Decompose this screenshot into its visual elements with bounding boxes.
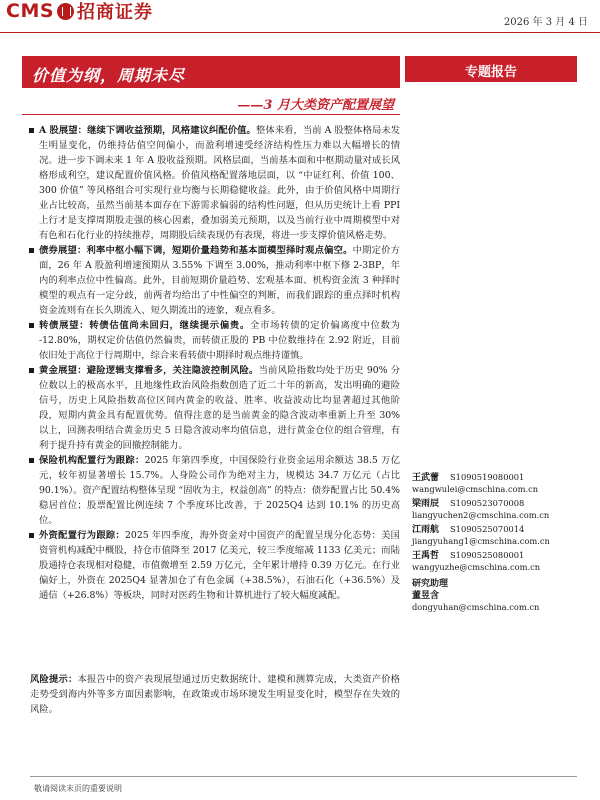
footer-divider: [30, 776, 577, 777]
analyst-name: 王武蕾: [412, 473, 440, 483]
summary-item: [30, 243, 400, 318]
logo-mark-icon: [57, 3, 74, 20]
summary-item-text: 2025 年第四季度，中国保险行业资金运用余额达 38.5 万亿元，较年初显著增长 15.7%。人身险公司作为绝对主力，规模达 34.7 万亿元（占比 90.1%）。资产配置结构整体呈现 “固收为主，权益创高” 的特点：债券配置占比 50.4% 稳居首位；股票配置比例连续 7 个季度环比改善，于 2025Q4 达到 10.1% 的历史高位。: [39, 455, 400, 526]
summary-body: [30, 123, 400, 603]
analyst-email[interactable]: liangyuchen2@cmschina.com.cn: [412, 510, 550, 520]
analyst-name: 江雨航: [412, 525, 440, 535]
analyst-email[interactable]: wangwulei@cmschina.com.cn: [412, 484, 539, 494]
summary-item-lead: 转债展望：转债估值尚未回归，继续提示偏贵。: [39, 320, 251, 331]
research-assistant-heading: 研究助理: [412, 579, 449, 589]
page-header: [0, 0, 600, 38]
summary-item: [30, 318, 400, 363]
bullet-square-icon: [29, 248, 34, 253]
risk-warning-lead: 风险提示：: [30, 674, 78, 685]
analyst-entry: [412, 550, 582, 573]
report-date: 2026 年 3 月 4 日: [503, 17, 588, 28]
company-logo: [6, 0, 153, 22]
summary-item: [30, 123, 400, 243]
research-assistant-entry: [412, 590, 582, 613]
summary-item-text: 整体来看，当前 A 股整体格局未发生明显变化，仍维持估值空间偏小，而盈利增速受经济结构性压力难以大幅增长的情况。进一步下调未来 1 年 A 股收益预期。风格层面，当前基本面和中枢期动量对成长风格形成利空，建议配置价值风格。价值风格配置落地层面，以 “中证红利、价值 100、300 价值” 等风格组合可实现行业均衡与长期稳健收益。此外，由于价值风格中周期行业占比较高，虽然当前基本面存在下游需求偏弱的结构性问题，但从历史统计上看 PPI 上行才是支撑周期股走强的核心因素，叠加弱美元预期，以及当前行业中周期模型中对有色和石化行业的持续推荐，周期股后续表现仍有表现，将进一步支撑价值风格走势。: [39, 125, 401, 241]
analyst-cert-id: S1090519080001: [450, 472, 525, 482]
header-divider: [0, 32, 600, 33]
summary-item-lead: 保险机构配置行为跟踪：: [39, 455, 145, 466]
bullet-square-icon: [29, 533, 34, 538]
analyst-email[interactable]: wangyuzhe@cmschina.com.cn: [412, 562, 541, 572]
summary-item-text: 全市场转债的定价偏离度中位数为 -12.80%，期权定价估值仍然偏贵，而转债正股的 PB 中位数维持在 2.92 附近，目前依旧处于高位于行周期中，综合来看转债中期择时观点维持谨慎。: [39, 320, 400, 361]
analyst-entry: [412, 472, 582, 495]
summary-item-lead: 外资配置行为跟踪：: [39, 530, 125, 541]
logo-text-en: CMS: [6, 0, 55, 22]
summary-item-lead: 债券展望：利率中枢小幅下调，短期价量趋势和基本面模型择时观点偏空。: [39, 245, 353, 256]
analyst-cert-id: S1090525080001: [450, 550, 525, 560]
analyst-panel: [412, 472, 582, 616]
research-assistant-email[interactable]: dongyuhan@cmschina.com.cn: [412, 602, 540, 612]
analyst-cert-id: S1090523070008: [450, 498, 525, 508]
report-subtitle: ——3 月大类资产配置展望: [237, 98, 394, 113]
report-type: 专题报告: [464, 65, 517, 80]
summary-item-lead: A 股展望：继续下调收益预期，风格建议纠配价值。: [39, 125, 256, 136]
summary-item: [30, 453, 400, 528]
logo-text-cn: 招商证券: [77, 2, 154, 23]
bullet-square-icon: [29, 323, 34, 328]
analyst-entry: [412, 524, 582, 547]
footer-note: 敬请阅读末页的重要说明: [34, 784, 122, 793]
subtitle-divider: [22, 114, 400, 115]
analyst-name: 梁雨辰: [412, 499, 440, 509]
risk-warning: [30, 672, 400, 717]
risk-warning-text: 本报告中的资产表现展望通过历史数据统计、建模和测算完成，大类资产价格走势受到海内外等多方面因素影响，在政策或市场环境发生明显变化时，模型存在失效的风险。: [30, 674, 400, 715]
summary-item-text: 当前风险指数均处于历史 90% 分位数以上的极高水平，且地缘性政治风险指数创造了近二十年的新高，发出明确的避险信号，历史上风险指数高位区间内黄金的收益、胜率、收益波动比均显著超过其他阶段，短期内黄金具有配置优势。值得注意的是当前黄金的隐含波动率重新上升至 30% 以上，回测表明结合黄金历史 5 日隐含波动率均值信息，进行黄金仓位的组合管理，有利于提升持有黄金的回撤控制能力。: [39, 365, 400, 451]
analyst-name: 王禹哲: [412, 551, 440, 561]
analyst-cert-id: S1090525070014: [450, 524, 525, 534]
bullet-square-icon: [29, 128, 34, 133]
summary-item-lead: 黄金展望：避险逻辑支撑看多，关注隐波控制风险。: [39, 365, 259, 376]
summary-item: [30, 528, 400, 603]
title-banner: [22, 56, 400, 88]
summary-item-text: 中期定价方面，26 年 A 股盈利增速预期从 3.55% 下调至 3.00%，推动利率中枢下修 2-3BP，年内的利率点位中性偏高。此外，目前短期价量趋势、宏观基本面、机构资金流 3 种择时模型的观点有一定分歧，前两者均给出了中性偏空的判断，而我们跟踪的重点择时机构资金流则有在长久期流入、短久期流出的迹象，观点看多。: [39, 245, 400, 316]
summary-item-text: 2025 年四季度，海外资金对中国资产的配置呈现分化态势：美国资管机构减配中概股，持仓市值降至 2017 亿美元，较三季度缩减 1133 亿美元；而陆股通持仓表现相对稳健，市值微增至 2.59 万亿元，全年累计增持 0.39 万亿元。在行业偏好上，外资在 2025Q4 显著加仓了有色金属（+38.5%），石油石化（+36.5%）及通信（+26.8%）等板块，同时对医药生物和计算机进行了较大幅度减配。: [39, 530, 400, 601]
bullet-square-icon: [29, 368, 34, 373]
bullet-square-icon: [29, 458, 34, 463]
report-title: 价值为纲，周期未尽: [32, 66, 186, 85]
research-assistant-name: 董昱含: [412, 591, 440, 601]
summary-item: [30, 363, 400, 453]
analyst-email[interactable]: jiangyuhang1@cmschina.com.cn: [412, 536, 550, 546]
analyst-entry: [412, 498, 582, 521]
report-type-banner: [405, 56, 577, 82]
